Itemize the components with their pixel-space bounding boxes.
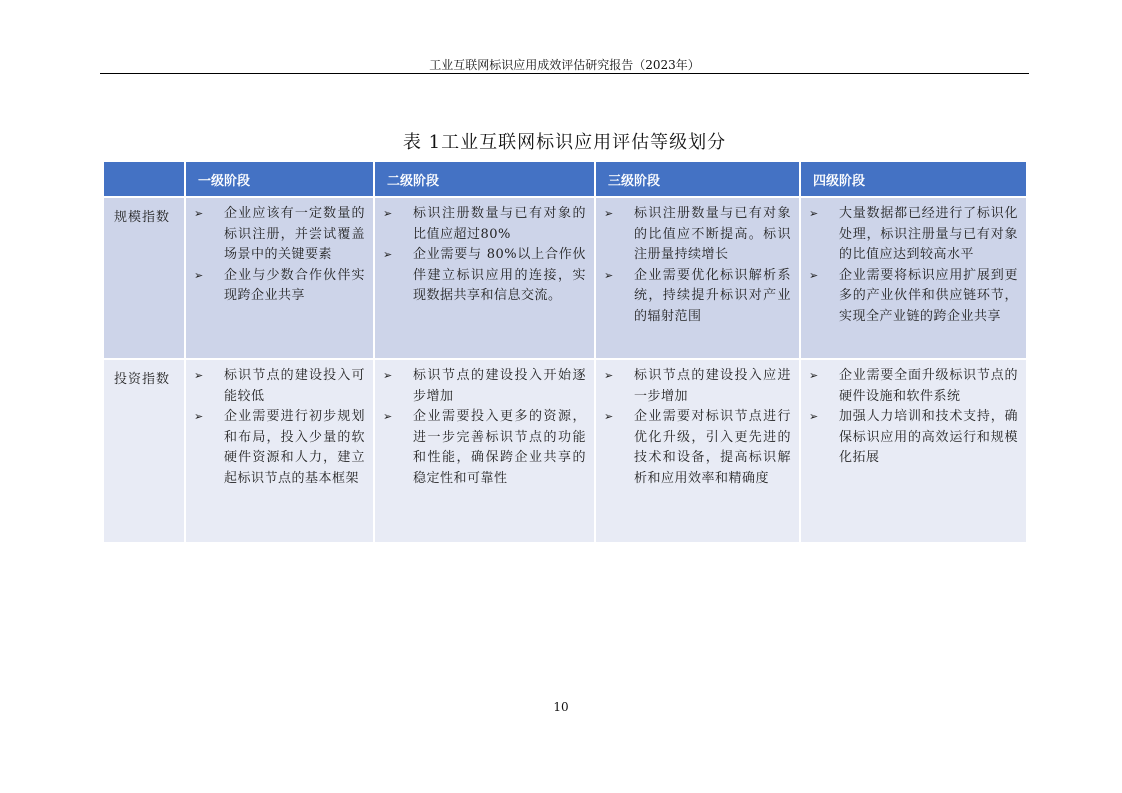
- bullet-text: 企业需要进行初步规划和布局，投入少量的软硬件资源和人力，建立起标识节点的基本框架: [224, 409, 365, 486]
- list-item: [383, 407, 586, 489]
- list-item: [809, 366, 1018, 407]
- bullet-text: 企业需要与 80%以上合作伙伴建立标识应用的连接，实现数据共享和信息交流。: [413, 247, 586, 303]
- arrowhead-bullet-icon: ➢: [604, 369, 614, 382]
- header-rule: [100, 73, 1029, 74]
- list-item: [383, 366, 586, 407]
- table-header-row: [103, 161, 1027, 197]
- grade-table: [102, 160, 1028, 544]
- arrowhead-bullet-icon: ➢: [383, 410, 393, 423]
- header-cell-stage-3: 三级阶段: [595, 161, 800, 197]
- cell-invest-stage-3: [595, 359, 800, 543]
- bullet-text: 标识节点的建设投入应进一步增加: [634, 368, 791, 404]
- header-cell-corner: [103, 161, 185, 197]
- running-header: 工业互联网标识应用成效评估研究报告（2023年）: [429, 58, 700, 72]
- cell-scale-stage-1: [185, 197, 374, 359]
- arrowhead-bullet-icon: ➢: [194, 369, 204, 382]
- list-item: [383, 204, 586, 245]
- cell-scale-stage-2: [374, 197, 595, 359]
- list-item: [194, 266, 365, 307]
- list-item: [604, 266, 791, 328]
- list-item: [194, 366, 365, 407]
- list-item: [809, 407, 1018, 469]
- header-cell-stage-1: 一级阶段: [185, 161, 374, 197]
- page-number: 10: [553, 700, 569, 714]
- bullet-text: 标识注册数量与已有对象的比值应不断提高。标识注册量持续增长: [634, 206, 791, 262]
- bullet-text: 企业与少数合作伙伴实现跨企业共享: [224, 267, 365, 303]
- list-item: [383, 245, 586, 307]
- arrowhead-bullet-icon: ➢: [194, 268, 204, 282]
- bullet-text: 企业需要对标识节点进行优化升级，引入更先进的技术和设备，提高标识解析和应用效率和精确度: [634, 409, 791, 486]
- bullet-text: 企业需要优化标识解析系统，持续提升标识对产业的辐射范围: [634, 267, 791, 324]
- bullet-text: 标识节点的建设投入开始逐步增加: [413, 368, 586, 404]
- row-label-investment-index: 投资指数: [103, 359, 185, 543]
- cell-invest-stage-2: [374, 359, 595, 543]
- bullet-text: 企业需要投入更多的资源，进一步完善标识节点的功能和性能，确保跨企业共享的稳定性和可靠性: [413, 409, 586, 486]
- list-item: [604, 407, 791, 489]
- list-item: [604, 204, 791, 266]
- bullet-text: 标识注册数量与已有对象的比值应超过80%: [413, 206, 586, 242]
- cell-scale-stage-4: [800, 197, 1027, 359]
- header-cell-stage-4: 四级阶段: [800, 161, 1027, 197]
- cell-scale-stage-3: [595, 197, 800, 359]
- arrowhead-bullet-icon: ➢: [809, 410, 819, 423]
- arrowhead-bullet-icon: ➢: [194, 207, 204, 220]
- arrowhead-bullet-icon: ➢: [194, 410, 204, 423]
- header-cell-stage-2: 二级阶段: [374, 161, 595, 197]
- arrowhead-bullet-icon: ➢: [809, 207, 819, 220]
- arrowhead-bullet-icon: ➢: [604, 410, 614, 423]
- arrowhead-bullet-icon: ➢: [809, 369, 819, 382]
- table-row-investment-index: [103, 359, 1027, 543]
- bullet-text: 大量数据都已经进行了标识化处理，标识注册量与已有对象的比值应达到较高水平: [839, 206, 1018, 262]
- table-caption: 表 1工业互联网标识应用评估等级划分: [402, 132, 727, 153]
- list-item: [809, 204, 1018, 266]
- list-item: [604, 366, 791, 407]
- cell-invest-stage-1: [185, 359, 374, 543]
- list-item: [194, 407, 365, 489]
- cell-invest-stage-4: [800, 359, 1027, 543]
- bullet-text: 标识节点的建设投入可能较低: [224, 368, 365, 404]
- bullet-text: 企业应该有一定数量的标识注册，并尝试覆盖场景中的关键要素: [224, 206, 365, 262]
- list-item: [809, 266, 1018, 328]
- bullet-text: 加强人力培训和技术支持，确保标识应用的高效运行和规模化拓展: [839, 409, 1018, 465]
- bullet-text: 企业需要全面升级标识节点的硬件设施和软件系统: [839, 368, 1018, 404]
- row-label-scale-index: 规模指数: [103, 197, 185, 359]
- arrowhead-bullet-icon: ➢: [604, 268, 614, 282]
- arrowhead-bullet-icon: ➢: [604, 207, 614, 220]
- arrowhead-bullet-icon: ➢: [383, 248, 393, 261]
- arrowhead-bullet-icon: ➢: [383, 369, 393, 382]
- arrowhead-bullet-icon: ➢: [383, 207, 393, 220]
- bullet-text: 企业需要将标识应用扩展到更多的产业伙伴和供应链环节，实现全产业链的跨企业共享: [839, 267, 1018, 324]
- list-item: [194, 204, 365, 266]
- arrowhead-bullet-icon: ➢: [809, 268, 819, 282]
- table-row-scale-index: [103, 197, 1027, 359]
